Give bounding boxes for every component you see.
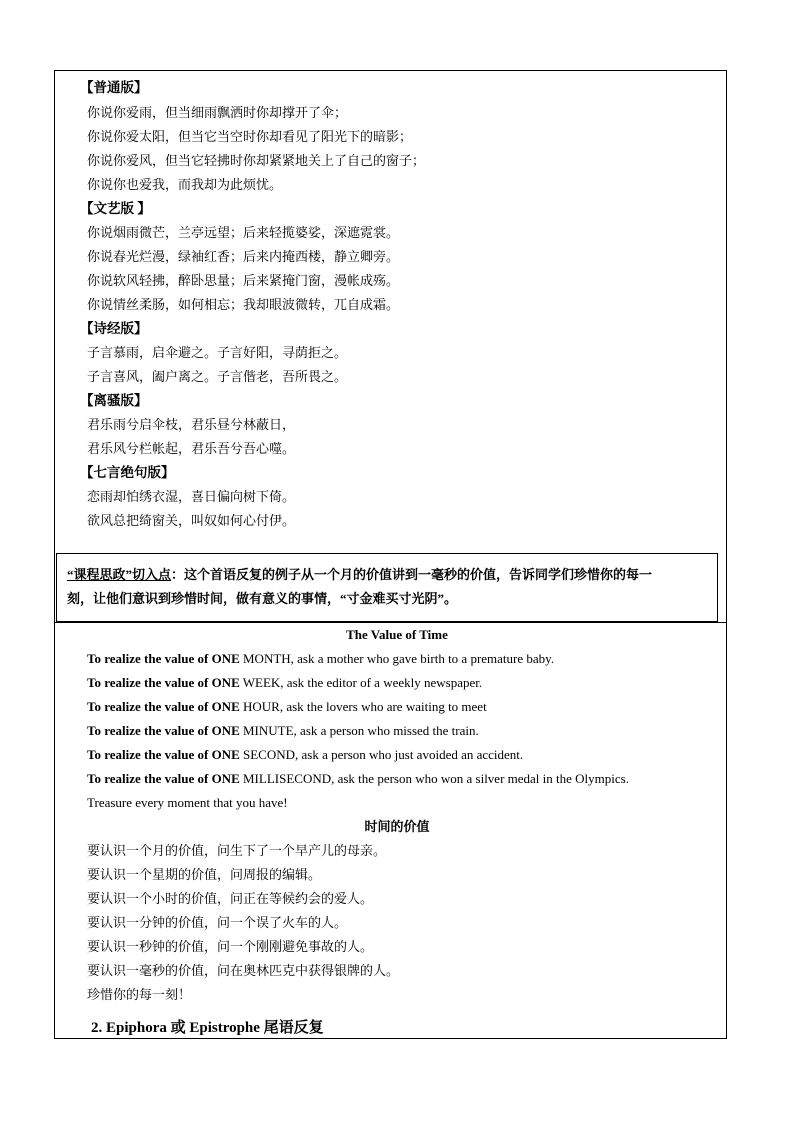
poem-line: 你说春光烂漫，绿袖红香；后来内掩西楼，静立卿旁。 [87, 249, 400, 264]
heading-lisao: 【离骚版】 [80, 393, 148, 408]
poem-line: 欲风总把绮窗关，叫奴如何心付伊。 [87, 513, 296, 528]
poem-line: 子言喜风，阖户离之。子言偕老，吾所畏之。 [87, 369, 348, 384]
chinese-value-line: 要认识一分钟的价值，问一个误了火车的人。 [87, 915, 348, 930]
value-row [87, 698, 487, 716]
value-row-lead: To realize the value of ONE [87, 675, 240, 690]
value-row-lead: To realize the value of ONE [87, 723, 240, 738]
callout-line-2: 刻，让他们意识到珍惜时间，做有意义的事情，“寸金难买寸光阴”。 [67, 591, 458, 606]
chinese-value-line: 要认识一个月的价值，问生下了一个早产儿的母亲。 [87, 843, 387, 858]
value-row-lead: To realize the value of ONE [87, 747, 240, 762]
chinese-value-line: 要认识一个小时的价值，问正在等候约会的爱人。 [87, 891, 374, 906]
poem-line: 君乐风兮栏帐起，君乐吾兮吾心噬。 [87, 441, 296, 456]
chinese-value-line: 要认识一个星期的价值，问周报的编辑。 [87, 867, 322, 882]
poem-line: 恋雨却怕绣衣湿，喜日偏向树下倚。 [87, 489, 296, 504]
poem-line: 你说你爱雨，但当细雨飘洒时你却撑开了伞； [87, 105, 348, 120]
poem-line: 你说你爱风，但当它轻拂时你却紧紧地关上了自己的窗子； [87, 153, 426, 168]
value-row-text: MONTH, ask a mother who gave birth to a premature baby. [239, 651, 555, 666]
value-row [87, 746, 523, 764]
heading-putong: 【普通版】 [80, 80, 148, 95]
value-row [87, 722, 479, 740]
callout-text: ：这个首语反复的例子从一个月的价值讲到一毫秒的价值，告诉同学们珍惜你的每一 [171, 567, 653, 582]
poem-line: 你说软风轻拂，醉卧思量；后来紧掩门窗，漫帐成殇。 [87, 273, 400, 288]
heading-qiyan: 【七言绝句版】 [80, 465, 175, 480]
section-heading-epiphora: 2. Epiphora 或 Epistrophe 尾语反复 [91, 1020, 324, 1036]
value-row-text: HOUR, ask the lovers who are waiting to meet [239, 699, 487, 714]
callout-line-1 [67, 563, 717, 587]
poem-line: 子言慕雨，启伞避之。子言好阳，寻荫拒之。 [87, 345, 348, 360]
poem-line: 你说烟雨微芒，兰亭远望；后来轻揽婆娑，深遮霓裳。 [87, 225, 400, 240]
value-closing: Treasure every moment that you have! [87, 795, 288, 810]
separator-line [54, 622, 727, 623]
value-row-text: SECOND, ask a person who just avoided an accident. [239, 747, 524, 762]
poem-line: 你说你也爱我，而我却为此烦忧。 [87, 177, 283, 192]
value-of-time-title: The Value of Time [346, 627, 448, 642]
poem-line: 你说你爱太阳，但当它当空时你却看见了阳光下的暗影； [87, 129, 413, 144]
poem-line: 君乐雨兮启伞枝，君乐昼兮林蔽日， [87, 417, 296, 432]
value-row-text: MINUTE, ask a person who missed the train. [239, 723, 479, 738]
chinese-value-title: 时间的价值 [364, 819, 430, 834]
value-row-lead: To realize the value of ONE [87, 699, 240, 714]
value-row [87, 770, 629, 788]
poem-line: 你说情丝柔肠，如何相忘；我却眼波微转，兀自成霜。 [87, 297, 400, 312]
callout-label: “课程思政”切入点 [67, 567, 172, 582]
heading-shijing: 【诗经版】 [80, 321, 148, 336]
value-row [87, 674, 482, 692]
chinese-value-line: 要认识一秒钟的价值，问一个刚刚避免事故的人。 [87, 939, 374, 954]
ideology-callout-box [56, 553, 718, 622]
chinese-value-line: 珍惜你的每一刻！ [87, 987, 192, 1002]
value-row-text: WEEK, ask the editor of a weekly newspaper. [239, 675, 483, 690]
value-row-lead: To realize the value of ONE [87, 651, 240, 666]
heading-wenyi: 【文艺版 】 [80, 201, 151, 216]
value-row [87, 650, 554, 668]
chinese-value-line: 要认识一毫秒的价值，问在奥林匹克中获得银牌的人。 [87, 963, 400, 978]
value-row-text: MILLISECOND, ask the person who won a silver medal in the Olympics. [239, 771, 629, 786]
value-row-lead: To realize the value of ONE [87, 771, 240, 786]
